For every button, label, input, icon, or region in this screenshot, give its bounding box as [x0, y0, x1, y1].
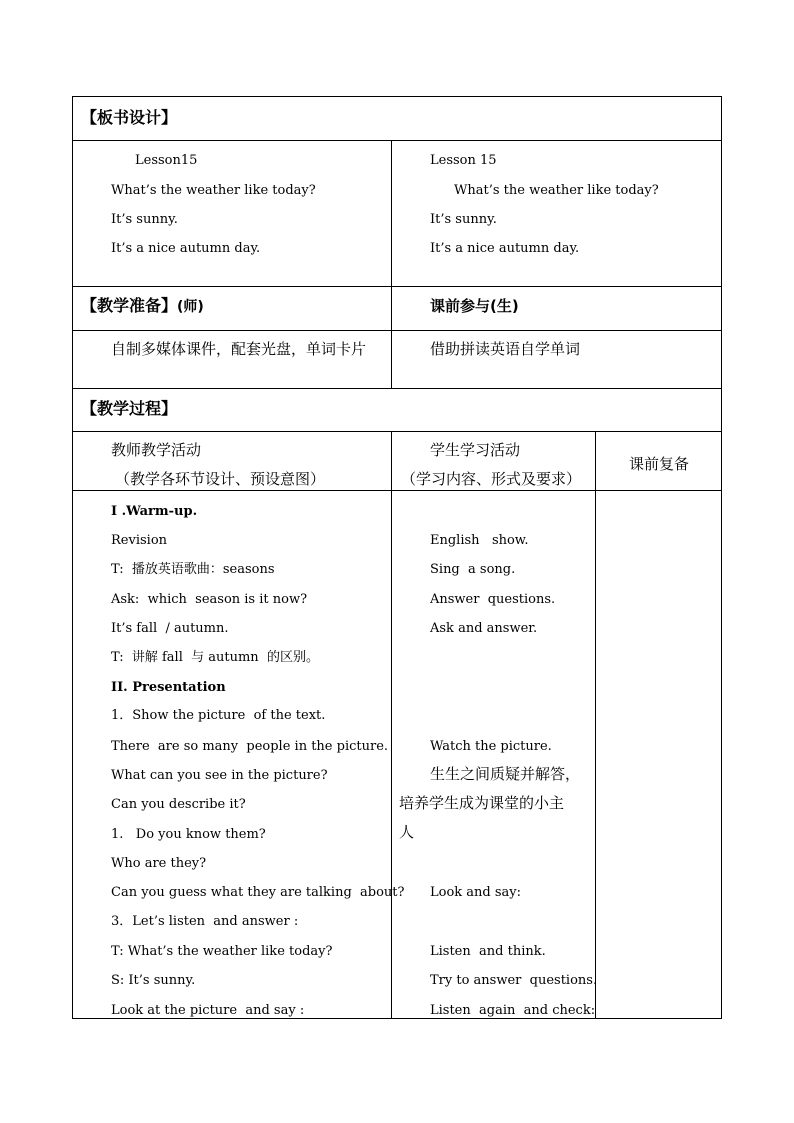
- teacher-line: It’s fall / autumn.: [111, 621, 229, 636]
- teacher-line: Who are they?: [111, 856, 207, 871]
- student-line: Listen and think.: [430, 944, 546, 959]
- board-left-line: Lesson15: [135, 153, 198, 168]
- teacher-line: Revision: [111, 533, 168, 548]
- board-left-line: What’s the weather like today?: [111, 183, 316, 198]
- teacher-line: Can you describe it?: [111, 797, 246, 812]
- board-right-line: Lesson 15: [430, 153, 497, 168]
- student-line: Watch the picture.: [430, 739, 552, 754]
- process-title: 【教学过程】: [81, 399, 178, 418]
- student-line: Listen again and check:: [430, 1003, 596, 1018]
- prep-title-sub: (师): [177, 299, 204, 315]
- teacher-line: 3．Let’s listen and answer :: [111, 914, 299, 929]
- student-line: English show.: [430, 533, 529, 548]
- lesson-plan-table: [72, 96, 722, 1019]
- teacher-line: T: 讲解 fall 与 autumn 的区别。: [111, 650, 319, 665]
- row-divider: [73, 431, 721, 432]
- board-right-line: It’s a nice autumn day.: [430, 241, 580, 256]
- row-divider: [73, 490, 721, 491]
- row-divider: [73, 330, 721, 331]
- teacher-line: Ask: which season is it now?: [111, 592, 308, 607]
- row-divider: [73, 140, 721, 141]
- prep-title: [81, 298, 204, 316]
- student-col-subheader: （学习内容、形式及要求）: [401, 470, 582, 488]
- prep-right-text: 借助拼读英语自学单词: [430, 340, 581, 358]
- teacher-col-header: 教师教学活动: [111, 441, 202, 459]
- student-line: Answer questions.: [430, 592, 556, 607]
- revision-col-header-text: 课前复备: [628, 455, 689, 473]
- teacher-line: Look at the picture and say :: [111, 1003, 305, 1018]
- board-right-line: It’s sunny.: [430, 212, 497, 227]
- student-line: Try to answer questions.: [430, 973, 598, 988]
- student-line: 人: [399, 823, 415, 841]
- teacher-line: I .Warm-up.: [111, 504, 198, 519]
- prep-title-main: 【教学准备】: [81, 296, 178, 315]
- pre-class-title: 课前参与(生): [430, 297, 519, 315]
- teacher-line: What can you see in the picture?: [111, 768, 328, 783]
- teacher-line: There are so many people in the picture.: [111, 739, 389, 754]
- row-divider: [73, 388, 721, 389]
- student-line: Sing a song.: [430, 562, 516, 577]
- student-line: 生生之间质疑并解答，: [430, 765, 581, 783]
- column-divider: [595, 431, 596, 1019]
- board-left-line: It’s a nice autumn day.: [111, 241, 261, 256]
- student-line: 培养学生成为课堂的小主: [399, 794, 565, 812]
- teacher-line: S: It’s sunny.: [111, 973, 196, 988]
- board-design-title: 【板书设计】: [81, 108, 178, 127]
- teacher-line: 1．Show the picture of the text.: [111, 708, 326, 723]
- student-line: Look and say:: [430, 885, 522, 900]
- student-col-header: 学生学习活动: [430, 441, 521, 459]
- teacher-line: T: 播放英语歌曲：seasons: [111, 562, 275, 577]
- column-divider: [391, 140, 392, 388]
- teacher-line: T: What’s the weather like today?: [111, 944, 333, 959]
- board-left-line: It’s sunny.: [111, 212, 178, 227]
- row-divider: [73, 286, 721, 287]
- student-line: Ask and answer.: [430, 621, 538, 636]
- teacher-col-subheader: （教学各环节设计、预设意图）: [115, 470, 326, 488]
- prep-left-text: 自制多媒体课件，配套光盘，单词卡片: [111, 340, 367, 358]
- teacher-line: 1. Do you know them?: [111, 827, 266, 842]
- column-divider: [391, 431, 392, 1019]
- board-right-line: What’s the weather like today?: [454, 183, 659, 198]
- revision-col-header: [596, 456, 722, 472]
- teacher-line: II. Presentation: [111, 680, 226, 695]
- teacher-line: Can you guess what they are talking about?: [111, 885, 405, 900]
